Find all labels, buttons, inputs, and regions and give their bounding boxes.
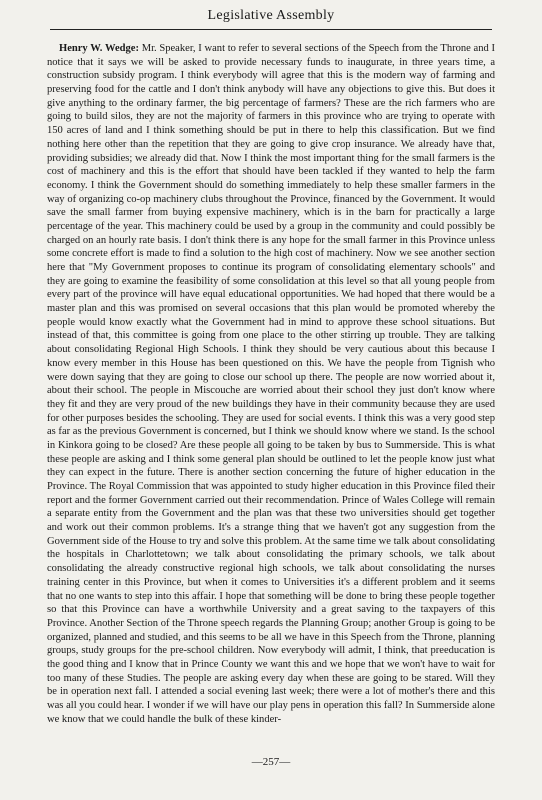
header-divider xyxy=(50,29,492,30)
speech-text: Mr. Speaker, I want to refer to several sections of the Speech from the Throne and I notice that it says we will be asked to provide necessary funds to inaugurate, in three years time, a construction subsidy program. I think everybody will agree that this is the modern way of farming and preserving food for the cattle and I don't think anybody will have any objections to give this. But does it give anything to the ordinary farmer, the big percentage of farmers? These are the rich farmers who are going to build silos, they are not the majority of farmers in this province who are trying to operate with 150 acres of land and I think something should be put in there to help this classification. But we find nothing here other than the repetition that they are going to give crop insurance. We already have that, providing subsidies; we already did that. Now I think the most important thing for the small farmers is the cost of machinery and this is the effort that should have been tackled if they wanted to help the farm economy. I think the Government should do something immediately to help these smaller farmers in the way of organizing co-op machinery clubs throughout the Province, financed by the Government. It would save the small farmer from buying expensive machinery, which is in the barn for practically a large percentage of the year. This machinery could be used by a group in the community and could possibly be charged on an hourly rate basis. I don't think there is any hope for the small farmer in this Province unless some concrete effort is made to find a solution to the high cost of machinery. Now we see another section here that "My Government proposes to continue its program of consolidating elementary schools" and they are going to examine the feasibility of some consolidation at this level so that all young people from every part of the province will have equal educational opportunities. We had hoped that there would be a master plan and this was promised on several occasions that this plan would be promoted whereby the people would know exactly what the Government had in mind to approve these school situations. But instead of that, this committee is going from one place to the other stirring up trouble. They are talking about consolidating Regional High Schools. I think they should be very cautious about this because I know every member in this House has been questioned on this. We have the people from Tignish who were down saying that they are going to close our school up there. The people are now worried about it, about their school. The people in Miscouche are worried about their school they just don't know where they fit and they are very proud of the new buildings they have in their community because they are used for other purposes besides the schooling. They are used for social events. I think this was a very good step as far as the previous Government is concerned, but I think we should know where we stand. Is the school in Kinkora going to be closed? Are these people all going to be taken by bus to Summerside. This is what these people are asking and I think some general plan should be outlined to let the people know just what they can expect in the future. There is another section concerning the future of higher education in the Province. The Royal Commission that was appointed to study higher education in this Province filed their report and the former Government carried out their recommendation. Prince of Wales College will remain a separate entity from the Government and the plan was that these two universities should get together and work out their common problems. It's a strange thing that we haven't got any suggestion from the Government side of the House to try and solve this problem. At the same time we talk about consolidating the hospitals in Charlottetown; we talk about consolidating the primary schools, we talk about consolidating the already constructive regional high schools, we talk about consolidating the nurses training center in this Province, but when it comes to Universities it's a different problem and it seems that no one wants to step into this affair. I hope that something will be done to bring these people together so that this Province can have a worthwhile University and a great saving to the taxpayers of this Province. Another Section of the Throne speech regards the Planning Group; another Group is going to be organized, planned and studied, and this seems to be all we have in this Speech from the Throne, planning groups, study groups for the pre-school children. Now everybody will admit, I think, that preeducation is the good thing and I know that in Prince County we want this and we hope that we won't have to wait for too many of these Studies. The people are asking every day when these are going to be stared. Will they be in operation next fall. I attended a social evening last week; there were a lot of mother's there and this was all you could hear. I wonder if we will have our play pens in operation this fall? In Summerside alone we know that we could handle the bulk of these kinder- xyxy=(47,43,496,725)
speech-paragraph xyxy=(47,42,495,726)
page-header: Legislative Assembly xyxy=(207,8,335,23)
speech-body xyxy=(47,42,495,726)
speaker-name: Henry W. Wedge: xyxy=(59,43,139,54)
page-number: —257— xyxy=(251,756,291,768)
